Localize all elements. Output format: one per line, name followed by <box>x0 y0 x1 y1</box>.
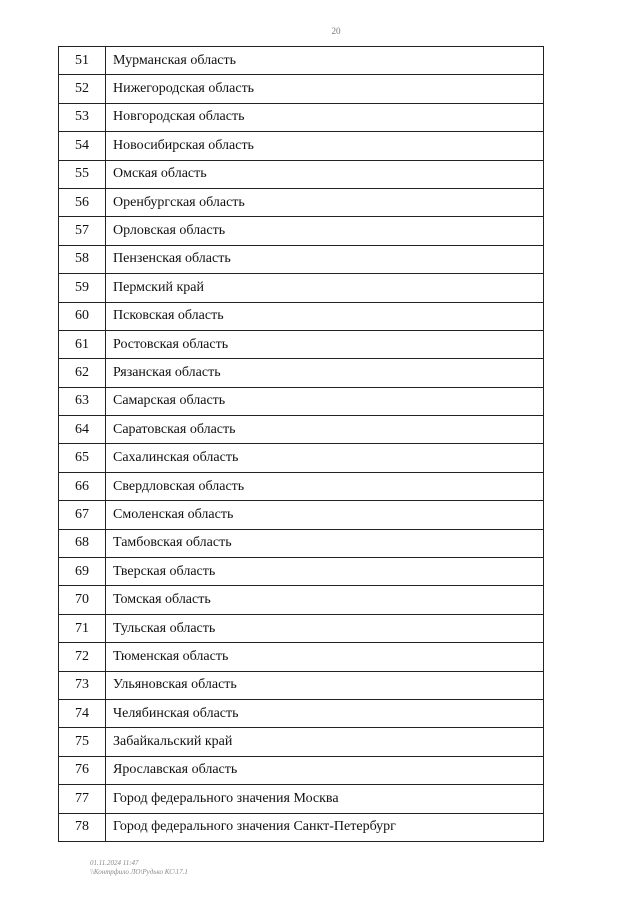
row-number: 78 <box>59 814 106 841</box>
row-number: 53 <box>59 104 106 131</box>
region-name: Свердловская область <box>113 478 245 494</box>
table-row <box>59 359 543 387</box>
row-number: 66 <box>59 473 106 500</box>
region-name: Саратовская область <box>113 421 236 437</box>
row-number: 61 <box>59 331 106 358</box>
table-row <box>59 274 543 302</box>
row-number: 68 <box>59 530 106 557</box>
row-number: 77 <box>59 785 106 812</box>
region-name: Мурманская область <box>113 52 237 68</box>
region-name: Томская область <box>113 592 211 608</box>
table-row <box>59 586 543 614</box>
region-name: Тверская область <box>113 563 216 579</box>
table-row <box>59 501 543 529</box>
row-number: 75 <box>59 728 106 755</box>
table-row <box>59 161 543 189</box>
footer-timestamp: 01.11.2024 11:47 <box>90 859 139 867</box>
footer-file-path: \\Контрфило ЛО\Рудько КС\17.1 <box>90 868 188 876</box>
row-number: 62 <box>59 359 106 386</box>
table-row <box>59 416 543 444</box>
table-row <box>59 132 543 160</box>
table-row <box>59 814 543 842</box>
region-name: Ярославская область <box>113 762 238 778</box>
row-number: 65 <box>59 444 106 471</box>
region-name: Тамбовская область <box>113 535 232 551</box>
region-name: Псковская область <box>113 308 224 324</box>
region-name: Орловская область <box>113 223 226 239</box>
row-number: 72 <box>59 643 106 670</box>
region-name: Самарская область <box>113 393 226 409</box>
page-number: 20 <box>331 26 341 36</box>
region-name: Город федерального значения Москва <box>113 790 339 806</box>
region-name: Новосибирская область <box>113 137 254 153</box>
row-number: 74 <box>59 700 106 727</box>
region-name: Челябинская область <box>113 705 239 721</box>
table-row <box>59 672 543 700</box>
row-number: 71 <box>59 615 106 642</box>
region-name: Омская область <box>113 166 207 182</box>
row-number: 57 <box>59 217 106 244</box>
row-number: 52 <box>59 75 106 102</box>
region-name: Сахалинская область <box>113 450 239 466</box>
table-row <box>59 728 543 756</box>
region-name: Город федерального значения Санкт-Петербург <box>113 819 396 835</box>
table-row <box>59 615 543 643</box>
region-name: Рязанская область <box>113 364 221 380</box>
row-number: 60 <box>59 303 106 330</box>
regions-table <box>58 46 544 842</box>
row-number: 58 <box>59 246 106 273</box>
region-name: Оренбургская область <box>113 194 245 210</box>
region-name: Тюменская область <box>113 648 229 664</box>
table-row <box>59 104 543 132</box>
table-row <box>59 643 543 671</box>
table-row <box>59 700 543 728</box>
region-name: Пензенская область <box>113 251 231 267</box>
region-name: Смоленская область <box>113 506 234 522</box>
table-row <box>59 558 543 586</box>
region-name: Ульяновская область <box>113 677 237 693</box>
table-row <box>59 189 543 217</box>
row-number: 63 <box>59 388 106 415</box>
row-number: 69 <box>59 558 106 585</box>
row-number: 59 <box>59 274 106 301</box>
region-name: Пермский край <box>113 279 204 295</box>
row-number: 64 <box>59 416 106 443</box>
table-row <box>59 444 543 472</box>
table-row <box>59 75 543 103</box>
region-name: Забайкальский край <box>113 734 233 750</box>
row-number: 70 <box>59 586 106 613</box>
document-footer <box>90 859 188 877</box>
table-row <box>59 217 543 245</box>
row-number: 76 <box>59 757 106 784</box>
table-row <box>59 331 543 359</box>
table-row <box>59 473 543 501</box>
region-name: Новгородская область <box>113 109 245 125</box>
row-number: 73 <box>59 672 106 699</box>
row-number: 51 <box>59 47 106 74</box>
region-name: Нижегородская область <box>113 81 255 97</box>
table-row <box>59 47 543 75</box>
row-number: 54 <box>59 132 106 159</box>
table-row <box>59 757 543 785</box>
table-row <box>59 530 543 558</box>
table-row <box>59 246 543 274</box>
region-name: Ростовская область <box>113 336 229 352</box>
row-number: 55 <box>59 161 106 188</box>
row-number: 67 <box>59 501 106 528</box>
region-name: Тульская область <box>113 620 216 636</box>
table-row <box>59 785 543 813</box>
table-row <box>59 388 543 416</box>
row-number: 56 <box>59 189 106 216</box>
table-row <box>59 303 543 331</box>
